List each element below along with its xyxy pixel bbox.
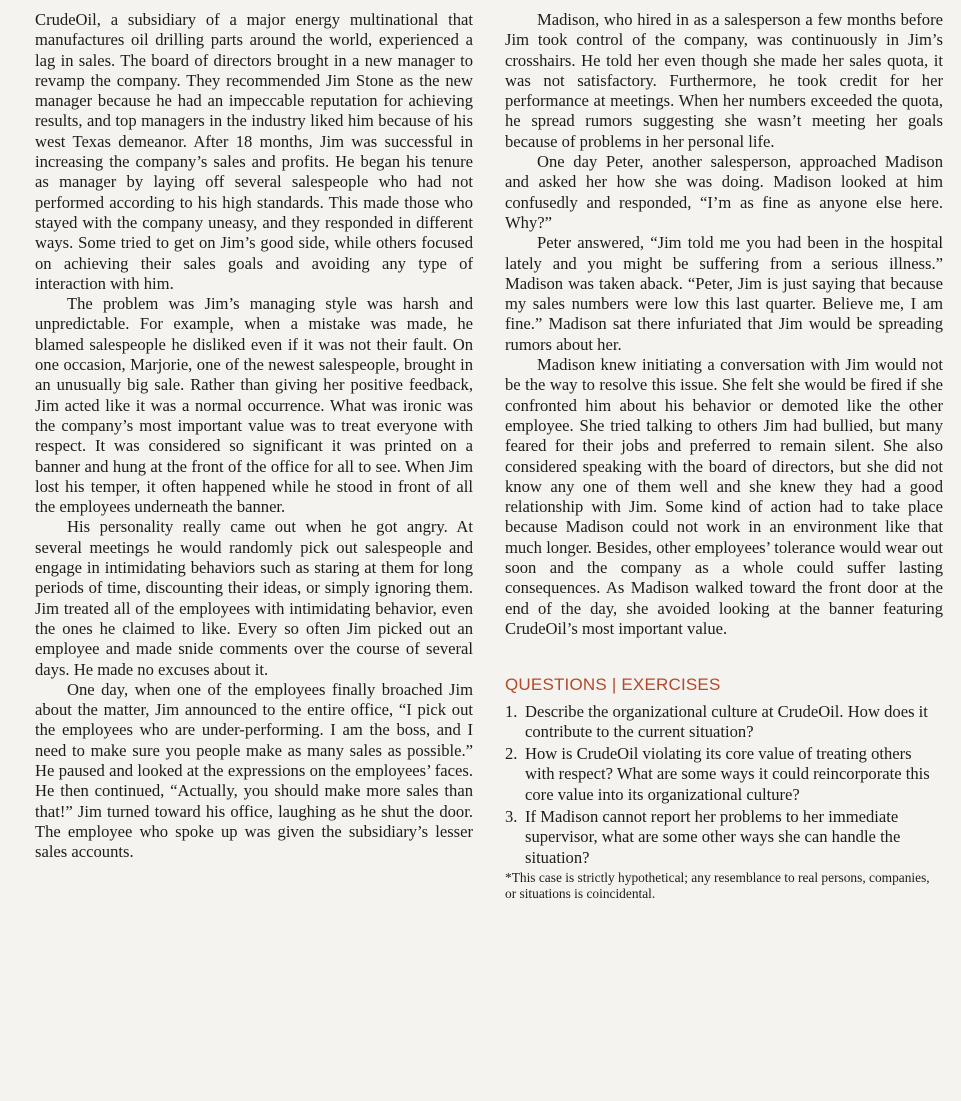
left-column: [35, 10, 473, 862]
question-number: 3.: [505, 806, 518, 826]
case-paragraph: The problem was Jim’s managing style was harsh and unpredictable. For example, when a mistake was made, he blamed salespeople he disliked even if it was not their fault. On one occasion, Marjorie, one of the newest salespeople, brought in an unusually big sale. Rather than giving her positive feedback, Jim acted like it was a normal occurrence. What was ironic was the company’s most important value was to treat everyone with respect. It was considered so significant it was printed on a banner and hung at the front of the office for all to see. When Jim lost his temper, it often happened while he stood in front of all the employees underneath the banner.: [35, 294, 473, 517]
question-text: Describe the organizational culture at CrudeOil. How does it contribute to the current situation?: [525, 701, 928, 741]
question-item: [505, 807, 943, 868]
case-paragraph: Madison, who hired in as a salesperson a few months before Jim took control of the company, was continuously in Jim’s crosshairs. He told her even though she made her sales quota, it was not satisfactory. Furthermore, he took credit for her performance at meetings. When her numbers exceeded the quota, he spread rumors suggesting she wasn’t meeting her goals because of problems in her personal life.: [505, 10, 943, 151]
question-item: [505, 744, 943, 805]
footnote: *This case is strictly hypothetical; any resemblance to real persons, companies, or situations is coincidental.: [505, 869, 930, 901]
question-text: How is CrudeOil violating its core value of treating others with respect? What are some ways it could reincorporate this core value into its organizational culture?: [525, 744, 930, 804]
question-text: If Madison cannot report her problems to her immediate supervisor, what are some other ways she can handle the situation?: [525, 806, 901, 867]
case-paragraph: One day Peter, another salesperson, approached Madison and asked her how she was doing. Madison looked at him confusedly and responded, “I’m as fine as anyone else here. Why?”: [505, 152, 943, 232]
case-paragraph: Madison knew initiating a conversation with Jim would not be the way to resolve this issue. She felt she would be fired if she confronted him about his behavior or demoted like the other employee. She tried talking to others Jim had bullied, but many feared for their jobs and preferred to remain silent. She also considered speaking with the board of directors, but she did not know any one of them well and she knew they had a good relationship with Jim. Some kind of action had to take place because Madison could not work in an environment like that much longer. Besides, other employees’ tolerance would wear out soon and the company as a whole could suffer lasting consequences. As Madison walked toward the front door at the end of the day, she avoided looking at the banner featuring CrudeOil’s most important value.: [505, 355, 943, 638]
question-number: 2.: [505, 744, 518, 764]
questions-heading: QUESTIONS | EXERCISES: [505, 675, 721, 695]
case-paragraph: Peter answered, “Jim told me you had been in the hospital lately and you might be suffering from a serious illness.” Madison was taken aback. “Peter, Jim is just saying that because my sales numbers were low this last quarter. Believe me, I am fine.” Madison sat there infuriated that Jim would be spreading rumors about her.: [505, 233, 943, 354]
questions-list: [505, 702, 943, 868]
question-item: [505, 702, 943, 743]
case-paragraph: One day, when one of the employees finally broached Jim about the matter, Jim announced to the entire office, “I pick out the employees who are under-performing. I am the boss, and I need to make sure you people make as many sales as possible.” He paused and looked at the expressions on the employees’ faces. He then continued, “Actually, you should make more sales than that!” Jim turned toward his office, laughing as he shut the door. The employee who spoke up was given the subsidiary’s lesser sales accounts.: [35, 679, 473, 862]
case-paragraph: CrudeOil, a subsidiary of a major energy multinational that manufactures oil drilling parts around the world, experienced a lag in sales. The board of directors brought in a new manager to revamp the company. They recommended Jim Stone as the new manager because he had an impeccable reputation for achieving results, and top managers in the industry liked him because of his west Texas demeanor. After 18 months, Jim was successful in increasing the company’s sales and profits. He began his tenure as manager by laying off several salespeople who had not performed according to his high standards. This made those who stayed with the company uneasy, and they responded in different ways. Some tried to get on Jim’s good side, while others focused on achieving their sales goals and avoiding any type of interaction with him.: [35, 10, 473, 293]
right-column: [505, 10, 943, 902]
question-number: 1.: [505, 701, 518, 721]
case-paragraph: His personality really came out when he got angry. At several meetings he would randomly pick out salespeople and engage in intimidating behaviors such as staring at them for long periods of time, discounting their ideas, or simply ignoring them. Jim treated all of the employees with intimidating behavior, even the ones he claimed to like. Every so often Jim picked out an employee and made snide comments over the course of several days. He made no excuses about it.: [35, 517, 473, 679]
